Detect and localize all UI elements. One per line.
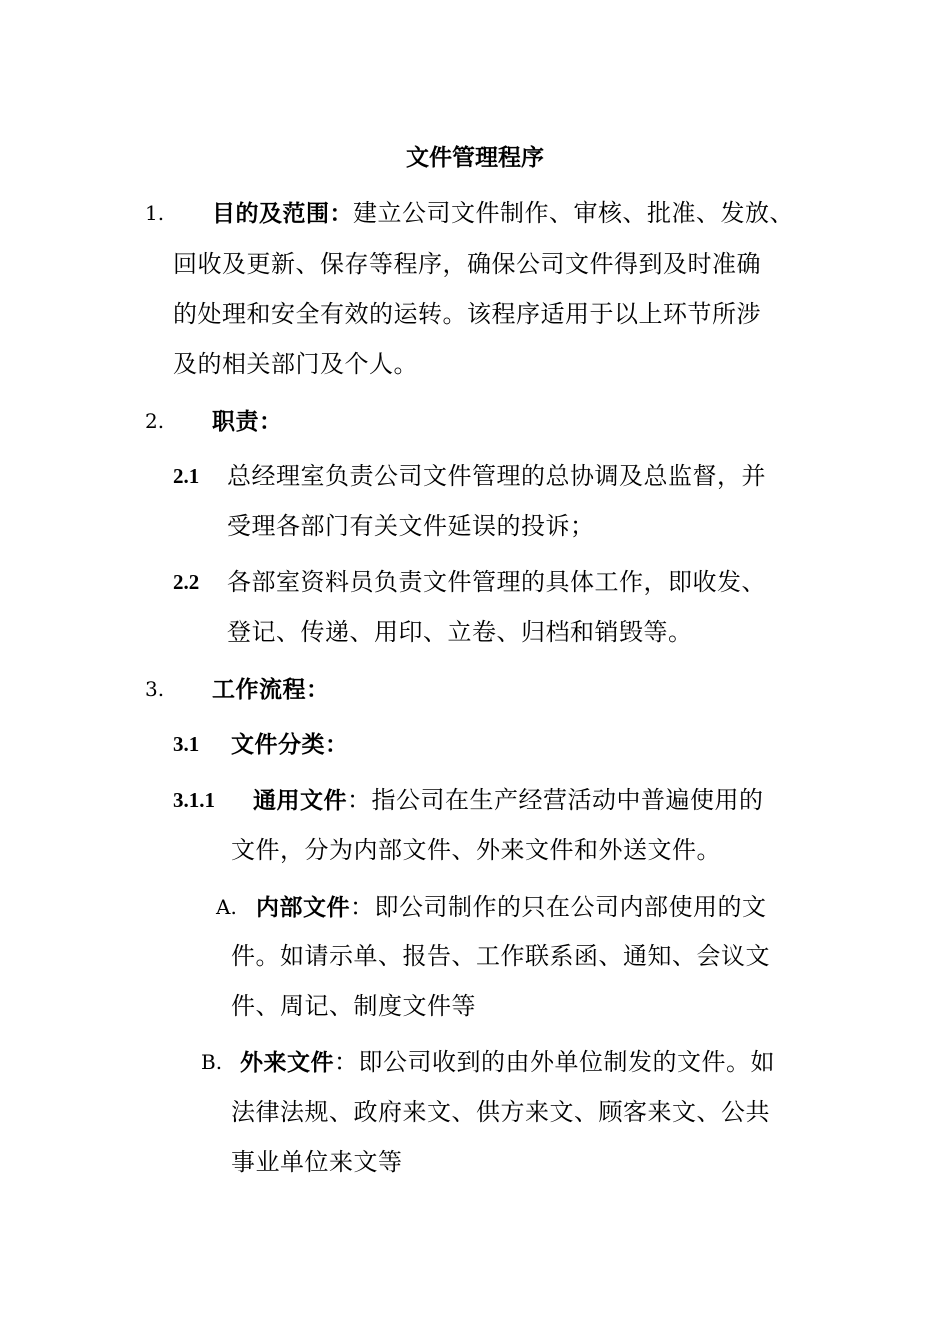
item-2-2-text-line: 各部室资料员负责文件管理的具体工作，即收发、 (227, 568, 766, 596)
item-2-2-text-line: 登记、传递、用印、立卷、归档和销毁等。 (227, 618, 693, 646)
section-3-1-number: 3.1 (173, 732, 200, 756)
item-2-2-number: 2.2 (173, 570, 200, 594)
section-3-1-heading-line (231, 726, 349, 763)
subitem-a-text-line: 件。如请示单、报告、工作联系函、通知、会议文 (231, 942, 770, 970)
section-3-1-1-number: 3.1.1 (173, 788, 215, 812)
subitem-b-label: B. (201, 1050, 223, 1074)
section-2-heading: 职责： (212, 409, 283, 435)
section-3-1-1-text-line: 文件，分为内部文件、外来文件和外送文件。 (231, 836, 721, 864)
subitem-b-text-line: 事业单位来文等 (231, 1148, 403, 1176)
section-2-heading-line (212, 403, 283, 440)
section-3-1-1-heading: 通用文件 (253, 788, 347, 814)
section-3-heading: 工作流程： (212, 677, 330, 703)
item-2-1-number: 2.1 (173, 464, 200, 488)
section-3-1-1-first-line (253, 782, 764, 819)
subitem-a-label: A. (216, 895, 237, 919)
item-2-1-text-line: 总经理室负责公司文件管理的总协调及总监督，并 (227, 462, 766, 490)
subitem-b-text-line: ：即公司收到的由外单位制发的文件。如 (334, 1048, 775, 1076)
subitem-a-text-line: 件、周记、制度文件等 (231, 992, 476, 1020)
section-1-first-line (212, 195, 794, 232)
subitem-b-text-line: 法律法规、政府来文、供方来文、顾客来文、公共 (231, 1098, 770, 1126)
section-1-number: 1. (145, 201, 165, 225)
subitem-b-first-line (240, 1044, 775, 1081)
section-1-text-line: 及的相关部门及个人。 (173, 350, 418, 378)
section-1-text-line: 的处理和安全有效的运转。该程序适用于以上环节所涉 (173, 300, 761, 328)
subitem-a-heading: 内部文件 (256, 895, 350, 921)
section-3-number: 3. (145, 677, 165, 701)
section-1-text-line: 回收及更新、保存等程序，确保公司文件得到及时准确 (173, 250, 761, 278)
section-3-heading-line (212, 671, 330, 708)
subitem-a-text-line: ：即公司制作的只在公司内部使用的文 (350, 893, 767, 921)
section-1-heading: 目的及范围： (212, 201, 353, 227)
section-2-number: 2. (145, 409, 165, 433)
section-3-1-1-text-line: ：指公司在生产经营活动中普遍使用的 (347, 786, 764, 814)
document-title: 文件管理程序 (406, 145, 544, 171)
section-1-text-line: 建立公司文件制作、审核、批准、发放、 (353, 199, 794, 227)
subitem-b-heading: 外来文件 (240, 1050, 334, 1076)
section-3-1-heading: 文件分类： (231, 732, 349, 758)
item-2-1-text-line: 受理各部门有关文件延误的投诉； (227, 512, 595, 540)
subitem-a-first-line (256, 889, 767, 926)
